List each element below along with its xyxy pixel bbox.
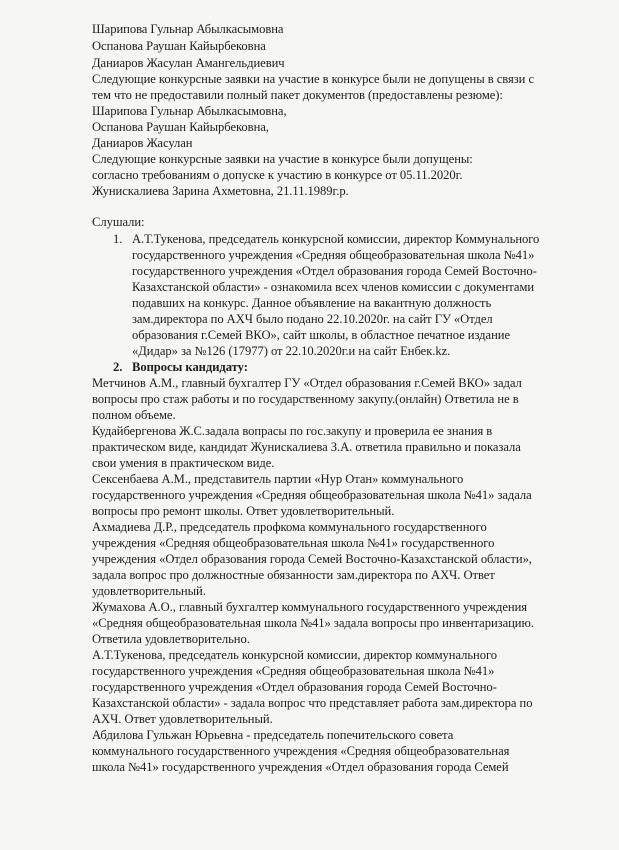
text-line: вопросы про стаж работы и по государственному закупу.(онлайн) Ответила не в — [92, 392, 519, 406]
text-line: Абдилова Гульжан Юрьевна - председатель попечительского совета — [92, 728, 454, 742]
text-line: учреждения «Отдел образования города Семей Восточно-Казахстанской области», — [92, 552, 532, 566]
text-line: удовлетворительный. — [92, 584, 206, 598]
text-line: Даниаров Жасулан Амангельдиевич — [92, 56, 285, 70]
text-line: государственного учреждения «Средняя общеобразовательная школа №41» — [92, 664, 495, 678]
text-line: Шарипова Гульнар Абылкасымовна, — [92, 104, 287, 118]
text-line: учреждения «Средняя общеобразовательная школа №41» государственного — [92, 536, 495, 550]
text-line: государственного учреждения «Средняя общеобразовательная школа №41» задала — [92, 488, 532, 502]
text-line: Казахстанской области» - задала вопрос что представляет работа зам.директора по — [92, 696, 533, 710]
text-line: тем что не предоставили полный пакет документов (предоставлены резюме): — [92, 88, 503, 102]
text-line: Шарипова Гульнар Абылкасымовна — [92, 22, 284, 36]
text-line: школа №41» государственного учреждения «Отдел образования города Семей — [92, 760, 509, 774]
text-line: «Дидар» за №126 (17977) от 22.10.2020г.и на сайт Енбек.kz. — [132, 344, 451, 358]
text-line: коммунального государственного учреждения «Средняя общеобразовательная — [92, 744, 510, 758]
text-line: государственного учреждения «Средняя общеобразовательная школа №41» — [132, 248, 535, 262]
text-line: Следующие конкурсные заявки на участие в конкурсе были допущены: — [92, 152, 473, 166]
text-line: Даниаров Жасулан — [92, 136, 193, 150]
text-line: зам.директора по АХЧ было подано 22.10.2020г. на сайт ГУ «Отдел — [132, 312, 493, 326]
list-number: 2. — [113, 360, 123, 374]
text-line: вопросы про ремонт школы. Ответ удовлетворительный. — [92, 504, 395, 518]
text-line: «Средняя общеобразовательная школа №41» задала вопросы про инвентаризацию. — [92, 616, 534, 630]
text-line: государственного учреждения «Отдел образования города Семей Восточно- — [132, 264, 537, 278]
text-line: полном объеме. — [92, 408, 176, 422]
text-line: Метчинов А.М., главный бухгалтер ГУ «Отдел образования г.Семей ВКО» задал — [92, 376, 522, 390]
text-line: задала вопрос про должностные обязанности зам.директора по АХЧ. Ответ — [92, 568, 495, 582]
text-line: АХЧ. Ответ удовлетворительный. — [92, 712, 273, 726]
text-line: Ахмадиева Д.Р., председатель профкома коммунального государственного — [92, 520, 487, 534]
text-line: А.Т.Тукенова, председатель конкурсной комиссии, директор Коммунального — [132, 232, 540, 246]
text-line: Казахстанской области» - ознакомила всех членов комиссии с документами — [132, 280, 535, 294]
text-line: образования г.Семей ВКО», сайт школы, в областное печатное издание — [132, 328, 510, 342]
section-heading: Слушали: — [92, 215, 145, 229]
text-line: А.Т.Тукенова, председатель конкурсной комиссии, директор коммунального — [92, 648, 498, 662]
text-line: свои умения в практическом виде. — [92, 456, 275, 470]
text-line: Оспанова Раушан Кайырбековна — [92, 39, 266, 53]
subsection-heading: Вопросы кандидату: — [132, 360, 248, 374]
text-line: согласно требованиям о допуске к участию в конкурсе от 05.11.2020г. — [92, 168, 463, 182]
text-line: Сексенбаева А.М., представитель партии «Нур Отан» коммунального — [92, 472, 464, 486]
text-line: государственного учреждения «Отдел образования города Семей Восточно- — [92, 680, 497, 694]
text-line: подавших на конкурс. Данное объявление на вакантную должность — [132, 296, 492, 310]
text-line: Ответила удовлетворительно. — [92, 632, 250, 646]
list-number: 1. — [113, 232, 123, 246]
text-line: Жумахова А.О., главный бухгалтер коммунального государственного учреждения — [92, 600, 528, 614]
text-line: Жунискалиева Зарина Ахметовна, 21.11.1989г.р. — [92, 184, 349, 198]
text-line: Следующие конкурсные заявки на участие в конкурсе были не допущены в связи с — [92, 72, 534, 86]
text-line: Кудайбергенова Ж.С.задала вопрасы по гос.закупу и проверила ее знания в — [92, 424, 493, 438]
text-line: практическом виде, кандидат Жунискалиева З.А. ответила правильно и показала — [92, 440, 521, 454]
text-line: Оспанова Раушан Кайырбековна, — [92, 120, 269, 134]
